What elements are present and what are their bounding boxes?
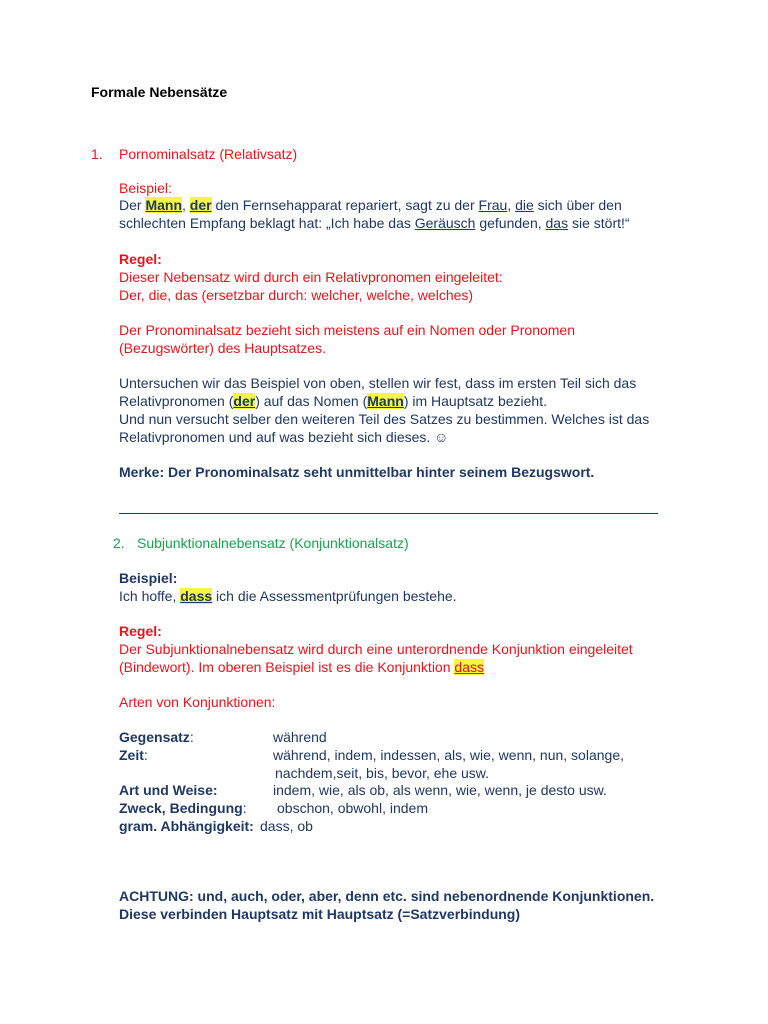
section-1-untersuchen-line-3: Und nun versucht selber den weiteren Teil des Satzes zu bestimmen. Welches ist das xyxy=(119,411,650,427)
table-row-zeit-value-cont: nachdem,seit, bis, bevor, ehe usw. xyxy=(275,765,490,781)
highlight-dass: dass xyxy=(454,659,484,675)
table-row-zweck-bedingung xyxy=(119,800,247,816)
table-row-zweck-bedingung-value: obschon, obwohl, indem xyxy=(277,800,428,816)
text-run: den Fernsehapparat repariert, sagt zu der xyxy=(211,197,479,213)
highlight-der: der xyxy=(189,197,212,213)
underline-das: das xyxy=(545,215,569,231)
row-label: Art und Weise: xyxy=(119,782,218,798)
section-1-regel-label: Regel: xyxy=(119,251,162,267)
section-2-regel-line-2 xyxy=(119,659,484,675)
section-1-example-line-1 xyxy=(119,197,622,213)
section-1-para-line-1: Der Pronominalsatz bezieht sich meistens auf ein Nomen oder Pronomen xyxy=(119,322,576,338)
underline-die: die xyxy=(515,197,534,213)
section-1-example-line-2 xyxy=(119,215,630,231)
text-run: sie stört!“ xyxy=(568,215,630,231)
text-run: Ich hoffe, xyxy=(119,588,181,604)
table-row-zeit xyxy=(119,747,148,763)
row-label: Zweck, Bedingung xyxy=(119,800,243,816)
table-row-zeit-value: während, indem, indessen, als, wie, wenn, nun, solange, xyxy=(273,747,624,763)
underline-frau: Frau xyxy=(478,197,508,213)
section-1-untersuchen-line-4: Relativpronomen und auf was bezieht sich dieses. ☺ xyxy=(119,429,449,445)
section-1-regel-line-1: Dieser Nebensatz wird durch ein Relativpronomen eingeleitet: xyxy=(119,269,503,285)
section-2-arten-heading: Arten von Konjunktionen: xyxy=(119,694,276,710)
text-run: ) im Hauptsatz bezieht. xyxy=(403,393,547,409)
section-1-heading: Pornominalsatz (Relativsatz) xyxy=(119,146,298,162)
text-run: Relativpronomen ( xyxy=(119,393,234,409)
row-label: Gegensatz xyxy=(119,729,190,745)
section-divider xyxy=(119,513,658,514)
text-run: ich die Assessmentprüfungen bestehe. xyxy=(212,588,457,604)
section-2-regel-line-1: Der Subjunktionalnebensatz wird durch eine unterordnende Konjunktion eingeleitet xyxy=(119,641,633,657)
text-run: (Bindewort). Im oberen Beispiel ist es die Konjunktion xyxy=(119,659,455,675)
section-2-regel-label: Regel: xyxy=(119,623,162,639)
section-2-beispiel-label: Beispiel: xyxy=(119,570,178,586)
text-run: ) auf das Nomen ( xyxy=(255,393,368,409)
achtung-line-1: ACHTUNG: und, auch, oder, aber, denn etc. sind nebenordnende Konjunktionen. xyxy=(119,888,655,904)
section-1-untersuchen-line-2 xyxy=(119,393,547,409)
text-run: Der xyxy=(119,197,146,213)
section-2-number: 2. xyxy=(113,535,125,551)
text-run: , xyxy=(182,197,190,213)
highlight-dass: dass xyxy=(180,588,213,604)
section-1-beispiel-label: Beispiel: xyxy=(119,180,172,196)
section-1-regel-line-2: Der, die, das (ersetzbar durch: welcher, welche, welches) xyxy=(119,287,474,303)
highlight-mann: Mann xyxy=(367,393,404,409)
text-run: , xyxy=(507,197,516,213)
table-row-gegensatz xyxy=(119,729,194,745)
underline-geraeusch: Geräusch xyxy=(414,215,476,231)
section-2-heading: Subjunktionalnebensatz (Konjunktionalsatz) xyxy=(137,535,409,551)
section-1-untersuchen-line-1: Untersuchen wir das Beispiel von oben, stellen wir fest, dass im ersten Teil sich das xyxy=(119,375,637,391)
row-label: gram. Abhängigkeit: xyxy=(119,818,254,834)
table-row-art-und-weise-value: indem, wie, als ob, als wenn, wie, wenn, je desto usw. xyxy=(273,782,607,798)
row-label-suffix: : xyxy=(143,747,148,763)
text-run: schlechten Empfang beklagt hat: „Ich habe das xyxy=(119,215,415,231)
section-1-merke: Merke: Der Pronominalsatz seht unmittelbar hinter seinem Bezugswort. xyxy=(119,464,595,480)
section-1-para-line-2: (Bezugswörter) des Hauptsatzes. xyxy=(119,340,326,356)
highlight-der: der xyxy=(233,393,256,409)
table-row-art-und-weise xyxy=(119,782,218,798)
row-label-suffix: : xyxy=(189,729,194,745)
row-label-suffix: : xyxy=(242,800,247,816)
section-2-example xyxy=(119,588,457,604)
row-label: Zeit xyxy=(119,747,144,763)
text-run: gefunden, xyxy=(475,215,546,231)
highlight-mann: Mann xyxy=(145,197,183,213)
text-run: sich über den xyxy=(533,197,622,213)
table-row-gram-abhaengigkeit xyxy=(119,818,254,834)
section-1-number: 1. xyxy=(91,146,103,162)
table-row-gegensatz-value: während xyxy=(273,729,327,745)
document-title: Formale Nebensätze xyxy=(91,84,228,100)
achtung-line-2: Diese verbinden Hauptsatz mit Hauptsatz (=Satzverbindung) xyxy=(119,906,521,922)
table-row-gram-abhaengigkeit-value: dass, ob xyxy=(260,818,313,834)
